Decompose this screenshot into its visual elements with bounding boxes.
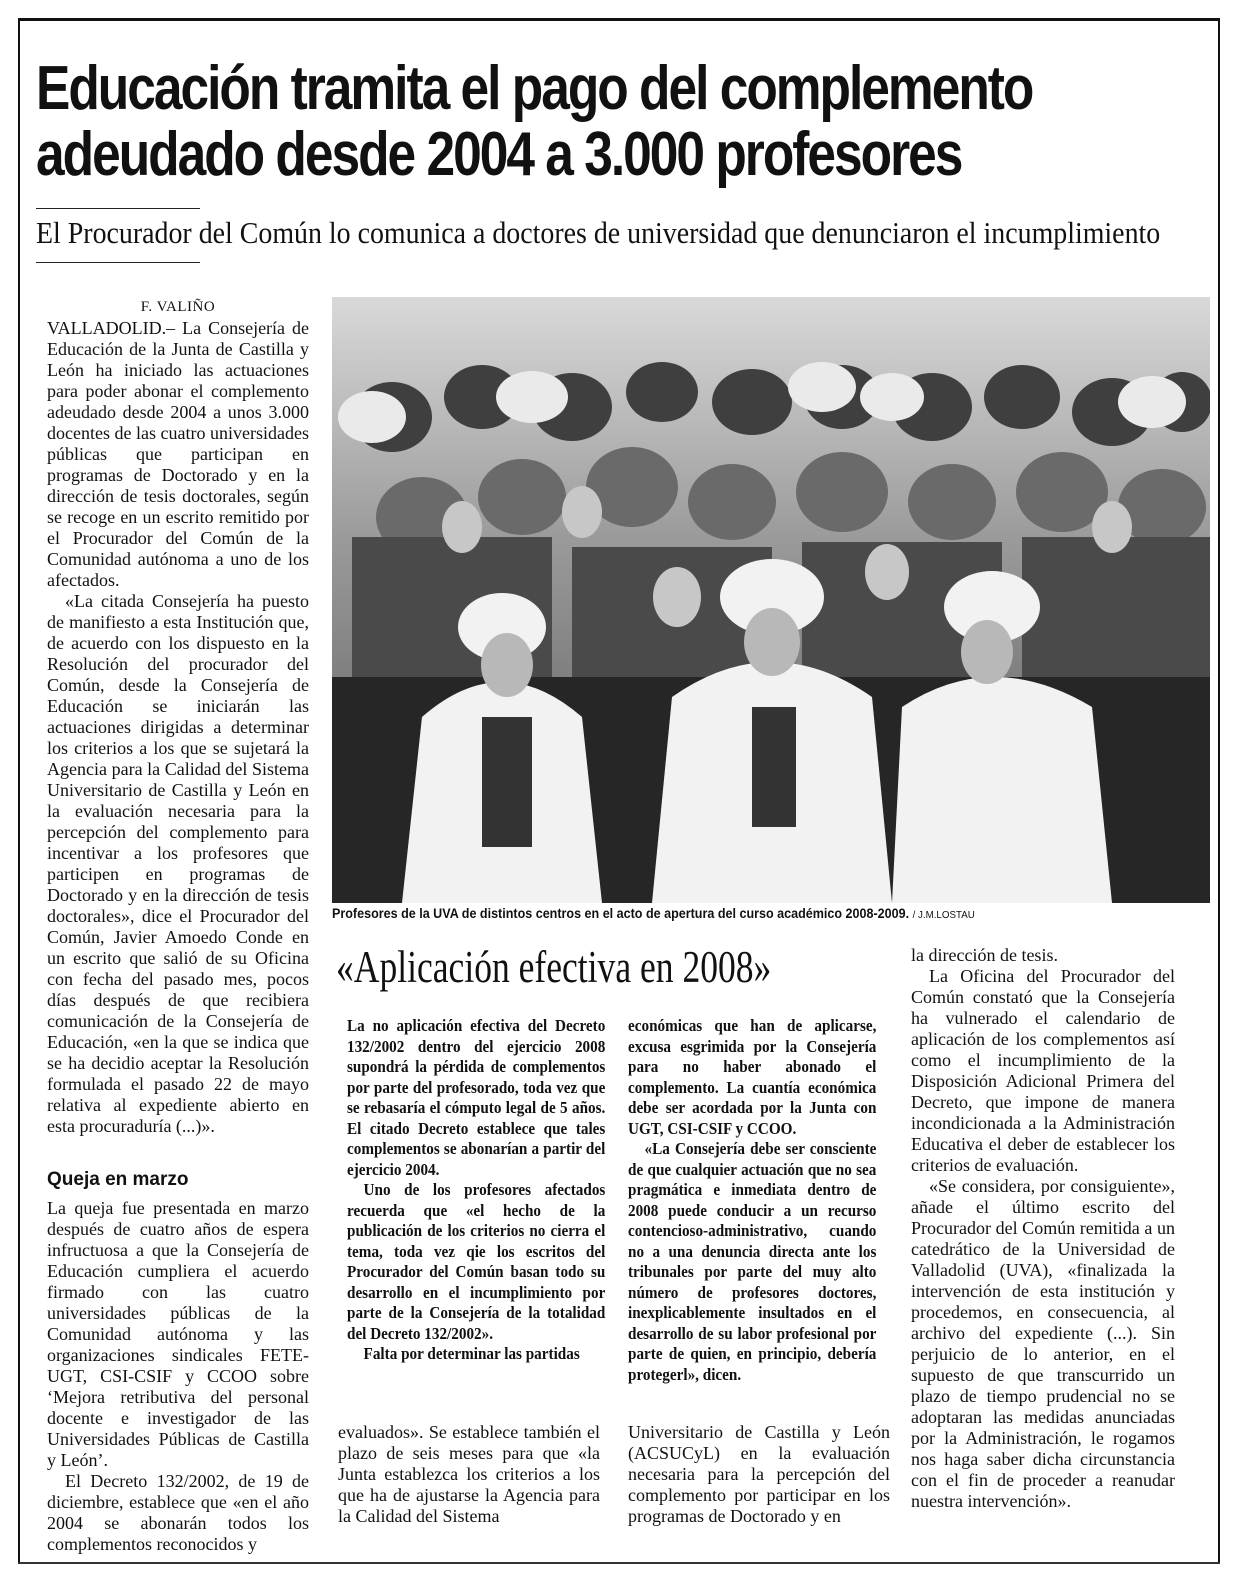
subhead-rule-top: [36, 208, 200, 209]
article-column-4: [911, 945, 1175, 1512]
headline: [36, 54, 1033, 189]
subheadline: El Procurador del Común lo comunica a doctores de universidad que denunciaron el incumplimiento: [36, 215, 1161, 250]
sidebar-paragraph-1: La no aplicación efectiva del Decreto 132/2002 dentro del ejercicio 2008 supondrá la pérdida de complementos por parte del profesorado, toda vez que se rebasaría el cómputo legal de 5 años. El citado Decreto establece que tales complementos se abonarían a partir del ejercicio 2004.: [347, 1016, 606, 1179]
news-photo: [332, 297, 1210, 903]
paragraph-decreto: El Decreto 132/2002, de 19 de diciembre, establece que «en el año 2004 se abonarán todos los complementos reconocidos y: [47, 1471, 309, 1554]
paragraph-continuation: la dirección de tesis.: [911, 945, 1058, 965]
paragraph-acsucyl: Universitario de Castilla y León (ACSUCyL) en la evaluación necesaria para la percepción del complemento por participar en los programas de Doctorado y en: [628, 1422, 890, 1526]
paragraph-queja: La queja fue presentada en marzo después de cuatro años de espera infructuosa a que la Consejería de Educación cumpliera el acuerdo firmado con las cuatro universidades públicas de la Comunidad autónoma y las organizaciones sindicales FETE-UGT, CSI-CSIF y CCOO sobre ‘Mejora retributiva del personal docente e investigador de las Universidades Públicas de Castilla y León’.: [47, 1198, 309, 1470]
section-subhead: Queja en marzo: [47, 1169, 189, 1190]
page-border-top: [18, 18, 1220, 21]
sidebar-paragraph-2: Uno de los profesores afectados recuerda que «el hecho de la publicación de los criterios no cierra el tema, toda vez qie los escritos del Procurador del Común basan todo su desarrollo en el incumplimiento por parte de la Consejería de la totalidad del Decreto 132/2002».: [347, 1180, 606, 1343]
paragraph-lead: VALLADOLID.– La Consejería de Educación de la Junta de Castilla y León ha iniciado las actuaciones para poder abonar el complemento adeudado desde 2004 a unos 3.000 docentes de las cuatro universidades públicas que participan en programas de Doctorado y en la dirección de tesis doctorales, según se recoge en un escrito remitido por el Procurador del Común de la Comunidad autónoma a uno de los afectados.: [47, 318, 309, 590]
paragraph-oficina: La Oficina del Procurador del Común constató que la Consejería ha vulnerado el calendario de aplicación de los complementos así como el incumplimiento de la Disposición Adicional Primera del Decreto, que impone de manera incondicionada a la Administración Educativa el deber de establecer los criterios de evaluación.: [911, 966, 1175, 1175]
photo-caption: [332, 906, 1150, 921]
paragraph-conclusion: «Se considera, por consiguiente», añade el último escrito del Procurador del Común remitida a un catedrático de la Universidad de Valladolid (UVA), «finalizada la intervención de esta institución y procedemos, en consecuencia, al archivo del expediente (...). Sin perjuicio de lo anterior, en el supuesto de que transcurrido un plazo de tiempo prudencial no se adoptaran las medidas anunciadas por la Administración, le rogamos nos haga saber dicha circunstancia con el fin de proceder a reanudar nuestra intervención».: [911, 1176, 1175, 1511]
article-column-2: [338, 1422, 600, 1527]
page-border-left: [18, 18, 20, 1563]
article-column-3: [628, 1422, 890, 1527]
page-border-bottom: [18, 1562, 1220, 1564]
headline-line-2: adeudado desde 2004 a 3.000 profesores: [36, 120, 962, 189]
subhead-rule-bottom: [36, 262, 200, 263]
page-border-right: [1218, 18, 1220, 1563]
photo-credit: / J.M.LOSTAU: [912, 909, 975, 921]
sidebar-paragraph-4: económicas que han de aplicarse, excusa esgrimida por la Consejería para no haber abonado el complemento. La cuantía económica debe ser acordada por la Junta con UGT, CSI-CSIF y CCOO.: [628, 1016, 877, 1138]
sidebar-paragraph-3: Falta por determinar las partidas: [363, 1344, 580, 1363]
photo-academic-ceremony-image: [332, 297, 1210, 903]
sidebar-column-2: [628, 1016, 878, 1385]
sidebar-paragraph-5: «La Consejería debe ser consciente de que cualquier actuación que no sea pragmática e inmediata dentro de 2008 puede conducir a un recurso contencioso-administrativo, cuando no a una denuncia directa ante los tribunales por parte del muy alto número de profesores doctores, inexplicablemente insultados en el desarrollo de su labor profesional por parte de quien, en principio, debería protegerl», dicen.: [628, 1139, 877, 1384]
byline: F. VALIÑO: [140, 299, 216, 315]
article-column-1: [47, 297, 309, 1137]
paragraph-evaluados: evaluados». Se establece también el plazo de seis meses para que «la Junta establezca los criterios a los que ha de ajustarse la Agencia para la Calidad del Sistema: [338, 1422, 600, 1526]
sidebar-column-1: [347, 1016, 607, 1365]
sidebar-title: «Aplicación efectiva en 2008»: [336, 942, 772, 992]
paragraph-quote: «La citada Consejería ha puesto de manifiesto a esta Institución que, de acuerdo con los dispuesto en la Resolución del procurador del Común, desde la Consejería de Educación se iniciarán las actuaciones dirigidas a determinar los criterios a los que se sujetará la Agencia para la Calidad del Sistema Universitario de Castilla y León en la evaluación necesaria para la percepción del complemento para incentivar a los profesores que participen en programas de Doctorado y en la dirección de tesis doctorales», dice el Procurador del Común, Javier Amoedo Conde en un escrito que salió de su Oficina con fecha del pasado mes, pocos días después de que recibiera comunicación de la Consejería de Educación, «en la que se indica que se ha decidio aceptar la Resolución formulada el pasado 22 de mayo relativa al expediente abierto en esta procuraduría (...)».: [47, 591, 309, 1136]
article-column-1-lower: [47, 1168, 309, 1555]
caption-text: Profesores de la UVA de distintos centros en el acto de apertura del curso académico 2008-2009.: [332, 906, 910, 921]
headline-line-1: Educación tramita el pago del complemento: [36, 54, 1033, 123]
